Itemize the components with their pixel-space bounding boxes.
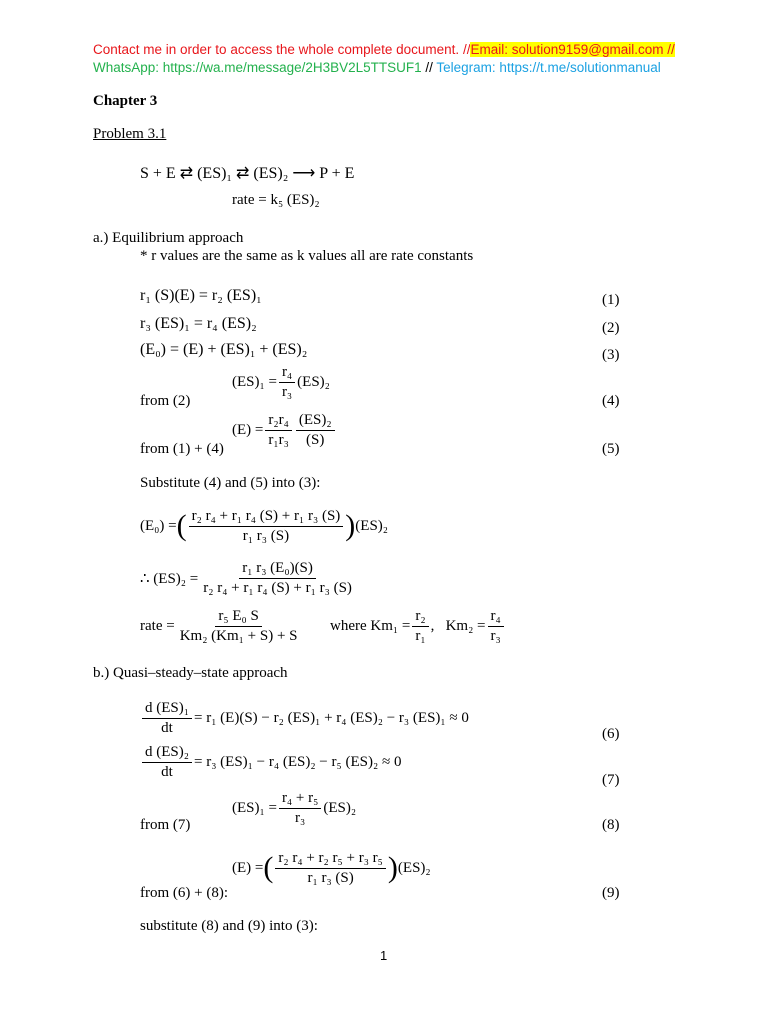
right-paren: ) [345, 509, 356, 542]
eq7-denominator: dt [161, 763, 173, 780]
es2-numerator: r₁ r₃ (E₀)(S) [239, 560, 316, 579]
separator: // [421, 60, 437, 75]
equation-8 [232, 790, 356, 826]
equation-7 [140, 744, 401, 780]
eq8-rhs: (ES)₂ [323, 799, 357, 816]
substitute-text-2: substitute (8) and (9) into (3): [140, 918, 318, 934]
where-text: where Km₁ = [330, 617, 411, 634]
e0-rhs: (ES)₂ [355, 517, 389, 534]
eq4-lhs: (ES)₁ = [232, 373, 277, 390]
part-b-heading: b.) Quasi–steady–state approach [93, 665, 288, 681]
from-7-label: from (7) [140, 817, 191, 833]
eq8-numerator: r₄ + r₅ [279, 790, 321, 809]
eq5-numerator-2: (ES)₂ [296, 412, 335, 431]
eq8-fraction [279, 790, 321, 826]
e0-expression [140, 508, 388, 544]
eq5-denominator-1: r₁r₃ [268, 431, 289, 448]
es2-denominator: r₂ r₄ + r₁ r₄ (S) + r₁ r₃ (S) [203, 579, 352, 596]
eq7-derivative [142, 744, 192, 780]
eq9-fraction [275, 850, 386, 886]
eq-number-1: (1) [602, 292, 620, 308]
es2-fraction [200, 560, 355, 596]
eq8-lhs: (ES)₁ = [232, 799, 277, 816]
part-a-heading: a.) Equilibrium approach [93, 230, 244, 246]
eq5-fraction-1 [265, 412, 291, 448]
contact-text: Contact me in order to access the whole complete document. // [93, 42, 471, 57]
equation-4 [232, 364, 330, 400]
from-1-4-label: from (1) + (4) [140, 441, 224, 457]
eq4-denominator: r₃ [281, 383, 293, 400]
eq-number-3: (3) [602, 347, 620, 363]
email-link[interactable]: Email: solution9159@gmail.com // [470, 42, 675, 57]
eq4-rhs: (ES)₂ [297, 373, 330, 390]
eq9-lhs: (E) = [232, 859, 264, 876]
right-paren: ) [387, 851, 398, 884]
contact-line [93, 42, 675, 57]
substitute-text: Substitute (4) and (5) into (3): [140, 475, 321, 491]
eq5-fraction-2 [296, 412, 335, 448]
eq-number-4: (4) [602, 393, 620, 409]
km1-denominator: r₁ [415, 627, 426, 644]
eq6-denominator: dt [161, 719, 173, 736]
eq5-lhs: (E) = [232, 421, 264, 438]
km1-fraction [412, 608, 428, 644]
km2-numerator: r₄ [488, 608, 504, 627]
km2-text: , Km₂ = [430, 617, 486, 634]
eq-number-6: (6) [602, 726, 620, 742]
equation-1: r₁ (S)(E) = r₂ (ES)₁ [140, 287, 262, 304]
e0-denominator: r₁ r₃ (S) [242, 527, 290, 544]
part-a-note: * r values are the same as k values all are rate constants [140, 248, 474, 264]
rate-final [140, 608, 303, 644]
km-definitions [330, 608, 506, 644]
left-paren: ( [176, 509, 187, 542]
eq6-numerator: d (ES)₁ [142, 700, 192, 719]
km1-numerator: r₂ [412, 608, 428, 627]
eq-number-5: (5) [602, 441, 620, 457]
links-line [93, 60, 661, 75]
chapter-title: Chapter 3 [93, 93, 158, 109]
from-6-8-label: from (6) + (8): [140, 885, 229, 901]
km2-denominator: r₃ [490, 627, 501, 644]
eq6-derivative [142, 700, 192, 736]
eq7-numerator: d (ES)₂ [142, 744, 192, 763]
e0-numerator: r₂ r₄ + r₁ r₄ (S) + r₁ r₃ (S) [189, 508, 344, 527]
rate-fraction [177, 608, 301, 644]
telegram-link[interactable]: Telegram: https://t.me/solutionmanual [436, 60, 661, 75]
eq4-fraction [279, 364, 295, 400]
page-number: 1 [380, 948, 388, 963]
eq5-denominator-2: (S) [306, 431, 325, 448]
eq9-denominator: r₁ r₃ (S) [307, 869, 354, 886]
rate-denominator: Km₂ (Km₁ + S) + S [179, 627, 298, 644]
whatsapp-link[interactable]: WhatsApp: https://wa.me/message/2H3BV2L5TTSUF1 [93, 60, 422, 75]
eq4-numerator: r₄ [279, 364, 295, 383]
eq5-numerator-1: r₂r₄ [265, 412, 291, 431]
equation-6 [140, 700, 469, 736]
equation-2: r₃ (ES)₁ = r₄ (ES)₂ [140, 315, 257, 332]
eq9-numerator: r₂ r₄ + r₂ r₅ + r₃ r₅ [275, 850, 386, 869]
rate-expression: rate = k₅ (ES)₂ [232, 192, 320, 208]
km2-fraction [488, 608, 504, 644]
left-paren: ( [263, 851, 274, 884]
rate-lhs: rate = [140, 617, 175, 634]
rate-numerator: r₅ E₀ S [215, 608, 261, 627]
eq7-rhs: = r₃ (ES)₁ − r₄ (ES)₂ − r₅ (ES)₂ ≈ 0 [193, 753, 402, 770]
problem-title: Problem 3.1 [93, 126, 167, 142]
es2-lhs: ∴ (ES)₂ = [140, 570, 199, 587]
from-2-label: from (2) [140, 393, 191, 409]
equation-9 [232, 850, 431, 886]
eq-number-9: (9) [602, 885, 620, 901]
equation-5 [232, 412, 337, 448]
reaction-scheme: S + E ⇄ (ES)₁ ⇄ (ES)₂ ⟶ P + E [140, 165, 355, 182]
es2-expression [140, 560, 357, 596]
eq9-rhs: (ES)₂ [397, 859, 431, 876]
e0-lhs: (E₀) = [140, 517, 177, 534]
eq-number-7: (7) [602, 772, 620, 788]
eq-number-2: (2) [602, 320, 620, 336]
eq8-denominator: r₃ [295, 809, 306, 826]
equation-3: (E₀) = (E) + (ES)₁ + (ES)₂ [140, 341, 308, 358]
e0-fraction [189, 508, 344, 544]
eq6-rhs: = r₁ (E)(S) − r₂ (ES)₁ + r₄ (ES)₂ − r₃ (ES)₁ ≈ 0 [193, 709, 469, 726]
eq-number-8: (8) [602, 817, 620, 833]
